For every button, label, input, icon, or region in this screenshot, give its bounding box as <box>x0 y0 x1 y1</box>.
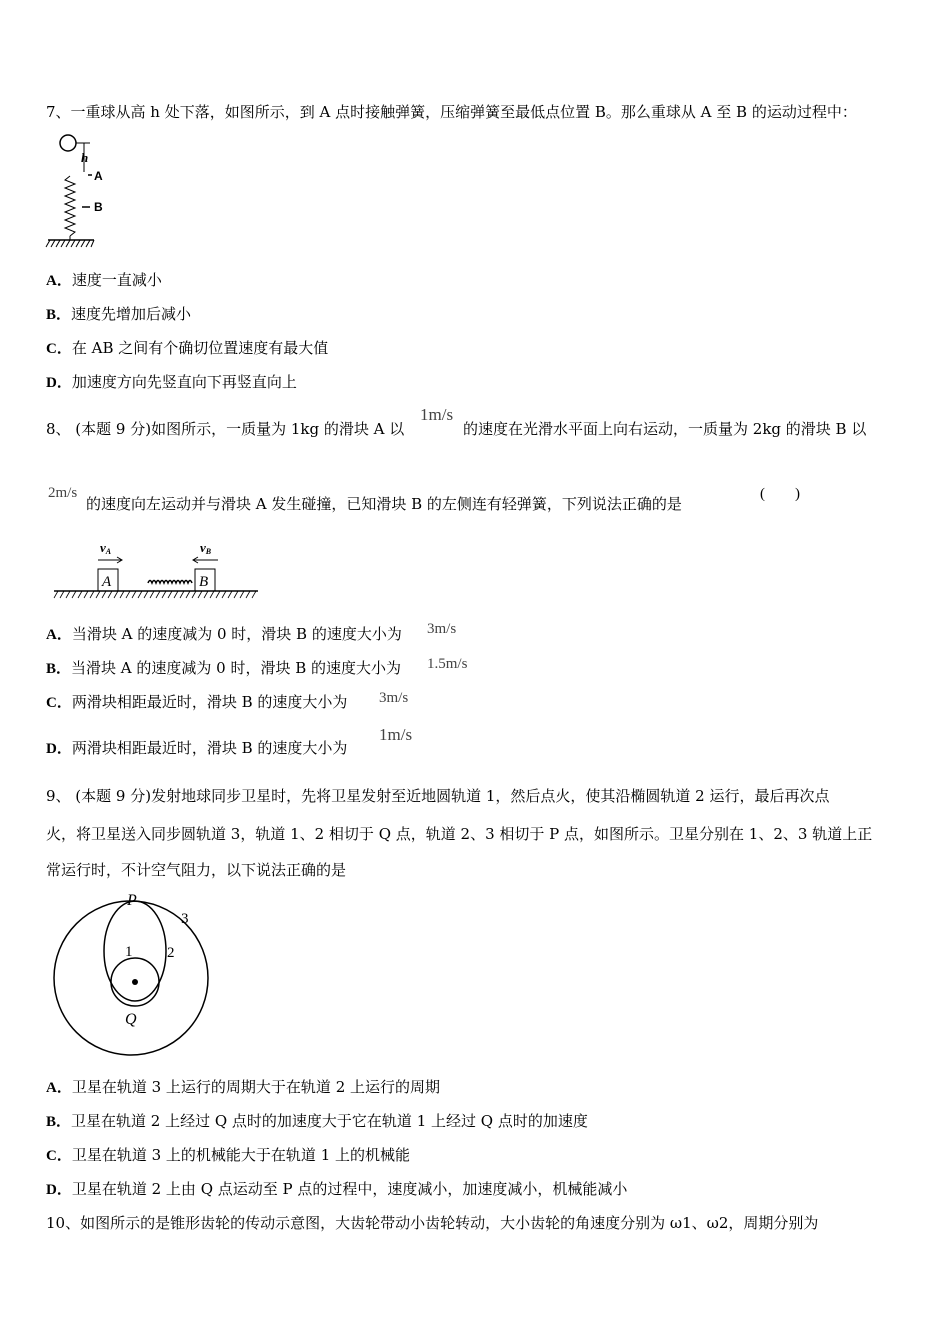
label-Q: Q <box>125 1011 137 1028</box>
q8-stem-part2: 的速度在光滑水平面上向右运动，一质量为 2kg 的滑块 B 以 <box>463 420 867 438</box>
q8-collision-figure <box>50 538 262 604</box>
q8-option-a: A．当滑块 A 的速度减为 0 时，滑块 B 的速度大小为 <box>46 625 402 643</box>
q9-stem-line1: 9、 (本题 9 分)发射地球同步卫星时，先将卫星发射至近地圆轨道 1，然后点火，使其沿椭圆轨道 2 运行，最后再次点 <box>46 787 830 805</box>
label-h: h <box>81 150 89 165</box>
spring <box>65 176 75 236</box>
label-orbit-2: 2 <box>167 945 175 961</box>
q9-option-b: B．卫星在轨道 2 上经过 Q 点时的加速度大于它在轨道 1 上经过 Q 点时的加速度 <box>46 1112 588 1130</box>
label-B: B <box>94 200 103 214</box>
q9-option-a: A．卫星在轨道 3 上运行的周期大于在轨道 2 上运行的周期 <box>46 1078 441 1096</box>
spring <box>148 581 192 584</box>
q8-unit-2: 2m/s <box>48 485 78 501</box>
q8-option-a-unit: 3m/s <box>427 621 457 637</box>
q10-stem: 10、如图所示的是锥形齿轮的传动示意图，大齿轮带动小齿轮转动，大小齿轮的角速度分别为 ω1、ω2，周期分别为 <box>46 1214 819 1232</box>
q7-option-c: C．在 AB 之间有个确切位置速度有最大值 <box>46 339 329 357</box>
q9-stem-line3: 常运行时，不计空气阻力，以下说法正确的是 <box>46 861 347 879</box>
label-A: A <box>94 169 103 183</box>
q8-option-b: B．当滑块 A 的速度减为 0 时，滑块 B 的速度大小为 <box>46 659 402 677</box>
q9-option-d: D．卫星在轨道 2 上由 Q 点运动至 P 点的过程中，速度减小，加速度减小，机械能减小 <box>46 1180 628 1198</box>
q7-option-d: D．加速度方向先竖直向下再竖直向上 <box>46 373 297 391</box>
label-vA: vA <box>100 540 112 556</box>
q8-stem-part1: 8、 (本题 9 分)如图所示，一质量为 1kg 的滑块 A 以 <box>46 420 405 438</box>
q7-option-b: B．速度先增加后减小 <box>46 305 192 323</box>
earth-center <box>132 979 138 985</box>
q7-stem: 7、一重球从高 h 处下落，如图所示，到 A 点时接触弹簧，压缩弹簧至最低点位置 B。那么重球从 A 至 B 的运动过程中： <box>46 103 857 121</box>
svg-text:B: B <box>199 574 209 590</box>
orbit-2 <box>104 901 166 1001</box>
q8-option-d: D．两滑块相距最近时，滑块 B 的速度大小为 <box>46 739 348 757</box>
q7-option-a: A．速度一直减小 <box>46 271 162 289</box>
q8-option-c-unit: 3m/s <box>379 690 409 706</box>
q9-orbit-figure <box>50 890 212 1062</box>
label-P: P <box>127 892 137 909</box>
ball <box>60 135 76 151</box>
label-orbit-3: 3 <box>181 911 189 927</box>
q7-spring-figure <box>44 130 108 250</box>
q8-option-b-unit: 1.5m/s <box>427 656 468 672</box>
label-vB: vB <box>200 540 212 556</box>
label-orbit-1: 1 <box>125 944 133 960</box>
svg-text:A: A <box>102 574 112 590</box>
q9-option-c: C．卫星在轨道 3 上的机械能大于在轨道 1 上的机械能 <box>46 1146 411 1164</box>
q8-answer-bracket: ( ) <box>760 486 800 502</box>
q8-option-d-unit: 1m/s <box>379 725 413 744</box>
q8-unit-1: 1m/s <box>420 405 454 424</box>
q9-stem-line2: 火，将卫星送入同步圆轨道 3，轨道 1、2 相切于 Q 点，轨道 2、3 相切于 P 点，如图所示。卫星分别在 1、2、3 轨道上正 <box>46 825 873 843</box>
q8-stem-part3: 的速度向左运动并与滑块 A 发生碰撞，已知滑块 B 的左侧连有轻弹簧，下列说法正确的是 <box>86 495 682 513</box>
q8-option-c: C．两滑块相距最近时，滑块 B 的速度大小为 <box>46 693 348 711</box>
